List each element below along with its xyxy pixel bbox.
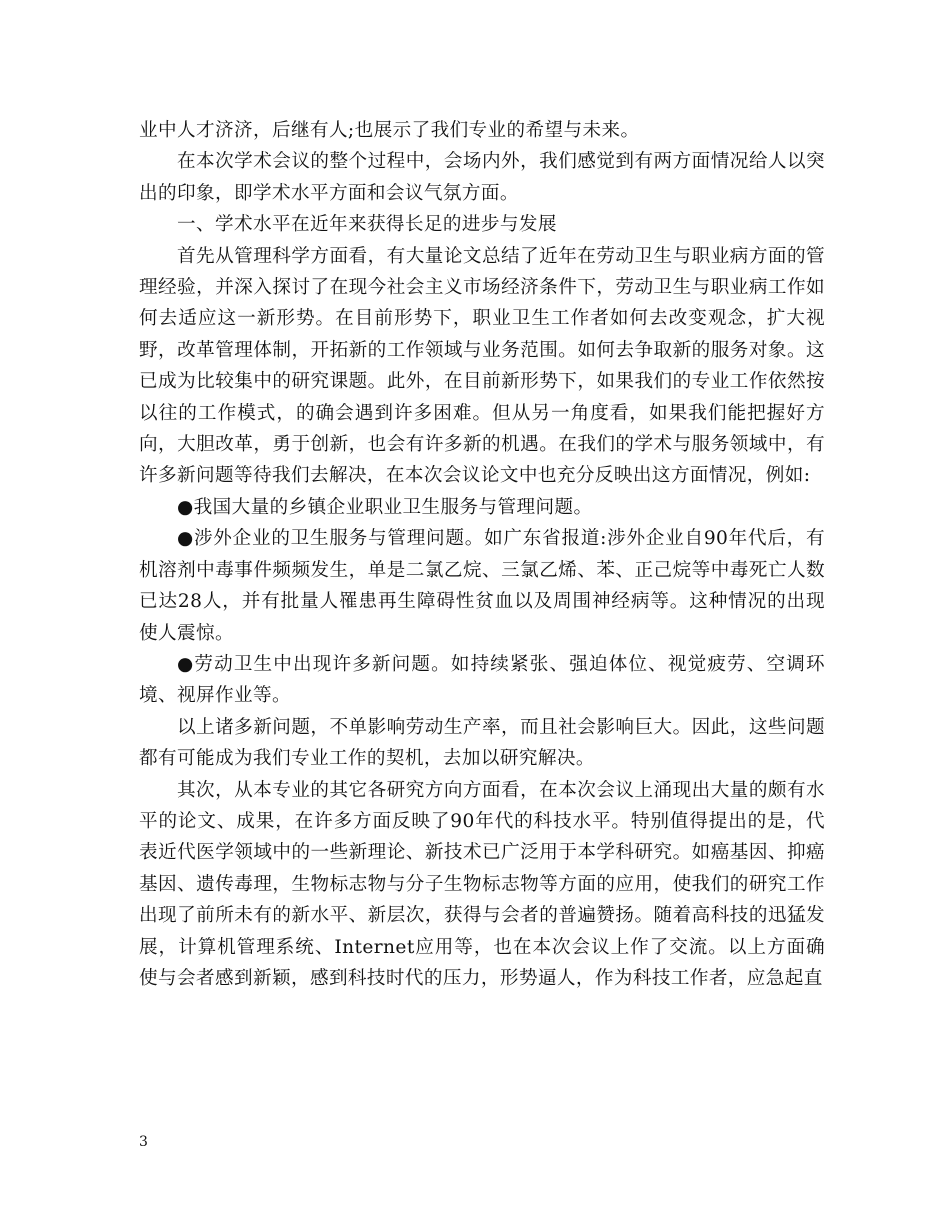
page-number: 3 [139,1134,148,1150]
bullet-item: ●劳动卫生中出现许多新问题。如持续紧张、强迫体位、视觉疲劳、空调环境、视屏作业等。 [139,653,825,707]
bullet-item: ●我国大量的乡镇企业职业卫生服务与管理问题。 [177,496,593,518]
bullet-item: ●涉外企业的卫生服务与管理问题。如广东省报道:涉外企业自90年代后，有机溶剂中毒事件频频发生，单是二氯乙烷、三氯乙烯、苯、正己烷等中毒死亡人数已达28人，并有批量人罹患再生障碍性贫血以及周围神经病等。这种情况的出现使人震惊。 [139,528,825,644]
paragraph: 其次，从本专业的其它各研究方向方面看，在本次会议上涌现出大量的颇有水平的论文、成果，在许多方面反映了90年代的科技水平。特别值得提出的是，代表近代医学领域中的一些新理论、新技术已广泛用于本学科研究。如癌基因、抑癌基因、遗传毒理，生物标志物与分子生物标志物等方面的应用，使我们的研究工作出现了前所未有的新水平、新层次，获得与会者的普遍赞扬。随着高科技的迅猛发展，计算机管理系统、Internet应用等，也在本次会议上作了交流。以上方面确使与会者感到新颖，感到科技时代的压力，形势逼人，作为科技工作者，应急起直 [139,779,825,989]
section-heading: 一、学术水平在近年来获得长足的进步与发展 [177,214,557,236]
paragraph: 业中人才济济，后继有人;也展示了我们专业的希望与未来。 [139,120,640,141]
body-text [139,115,825,994]
paragraph: 首先从管理科学方面看，有大量论文总结了近年在劳动卫生与职业病方面的管理经验，并深入探讨了在现今社会主义市场经济条件下，劳动卫生与职业病工作如何去适应这一新形势。在目前形势下，职业卫生工作者如何去改变观念，扩大视野，改革管理体制，开拓新的工作领域与业务范围。如何去争取新的服务对象。这已成为比较集中的研究课题。此外，在目前新形势下，如果我们的专业工作依然按以往的工作模式，的确会遇到许多困难。但从另一角度看，如果我们能把握好方向，大胆改革，勇于创新，也会有许多新的机遇。在我们的学术与服务领域中，有许多新问题等待我们去解决，在本次会议论文中也充分反映出这方面情况，例如: [139,245,825,487]
paragraph: 在本次学术会议的整个过程中，会场内外，我们感觉到有两方面情况给人以突出的印象，即学术水平方面和会议气氛方面。 [139,151,825,204]
paragraph: 以上诸多新问题，不单影响劳动生产率，而且社会影响巨大。因此，这些问题都有可能成为我们专业工作的契机，去加以研究解决。 [139,716,825,770]
